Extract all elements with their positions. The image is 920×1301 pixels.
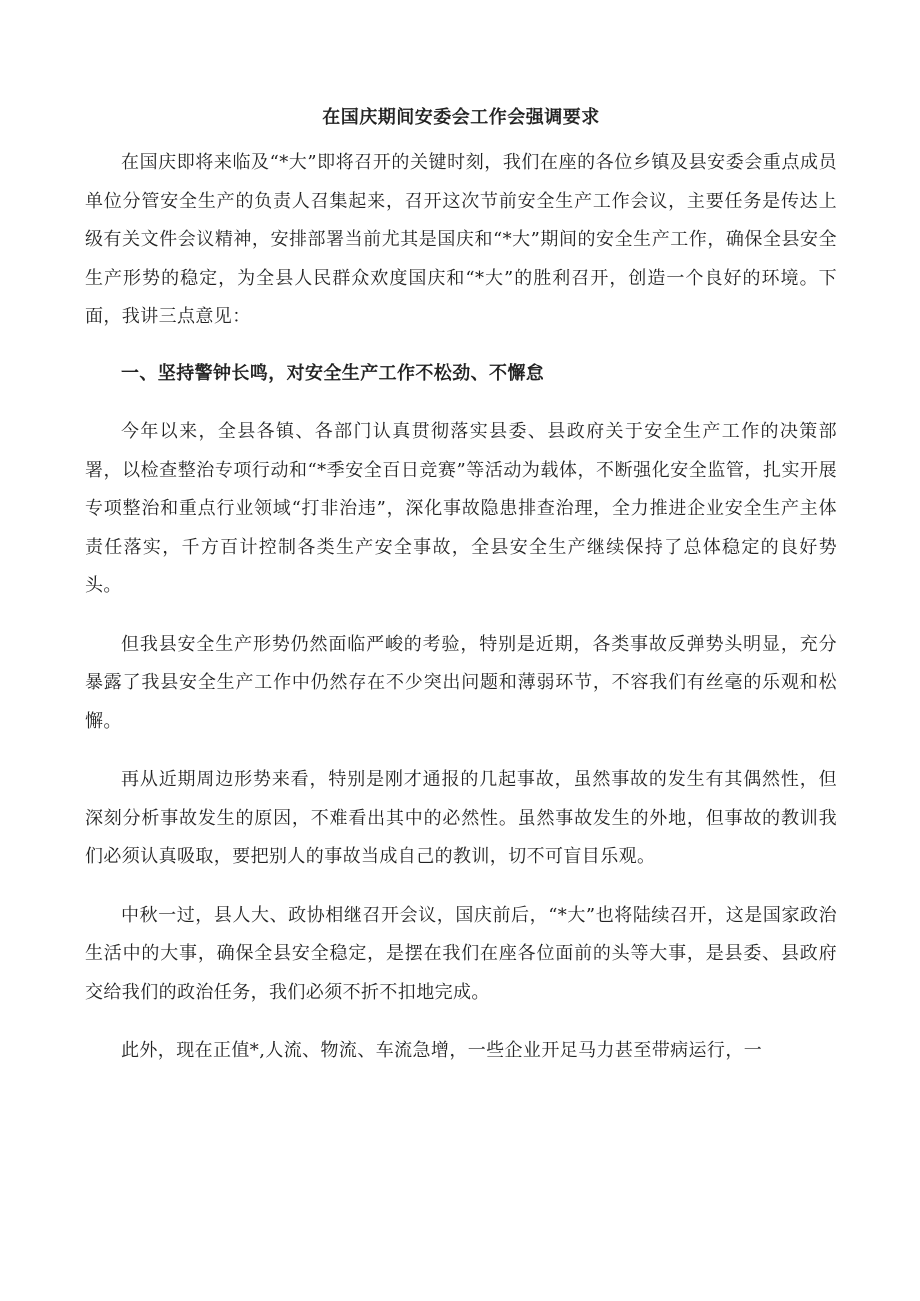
document-title: 在国庆期间安委会工作会强调要求 <box>322 107 600 128</box>
intro-paragraph: 在国庆即将来临及“*大”即将召开的关键时刻，我们在座的各位乡镇及县安委会重点成员单位分管安全生产的负责人召集起来，召开这次节前安全生产工作会议，主要任务是传达上级有关文件会议精神，安排部署当前尤其是国庆和“*大”期间的安全生产工作，确保全县安全生产形势的稳定，为全县人民群众欢度国庆和“*大”的胜利召开，创造一个良好的环境。下面，我讲三点意见： <box>85 152 837 327</box>
body-paragraph: 但我县安全生产形势仍然面临严峻的考验，特别是近期，各类事故反弹势头明显，充分暴露了我县安全生产工作中仍然存在不少突出问题和薄弱环节，不容我们有丝毫的乐观和松懈。 <box>85 633 837 732</box>
body-paragraph: 再从近期周边形势来看，特别是刚才通报的几起事故，虽然事故的发生有其偶然性，但深刻分析事故发生的原因，不难看出其中的必然性。虽然事故发生的外地，但事故的教训我们必须认真吸取，要把别人的事故当成自己的教训，切不可盲目乐观。 <box>85 769 837 867</box>
section-heading-1: 一、坚持警钟长鸣，对安全生产工作不松劲、不懈怠 <box>121 362 545 384</box>
body-paragraph: 今年以来，全县各镇、各部门认真贯彻落实县委、县政府关于安全生产工作的决策部署，以检查整治专项行动和“*季安全百日竞赛”等活动为载体，不断强化安全监管，扎实开展专项整治和重点行业领域“打非治违”，深化事故隐患排查治理，全力推进企业安全生产主体责任落实，千方百计控制各类生产安全事故，全县安全生产继续保持了总体稳定的良好势头。 <box>85 421 837 596</box>
body-paragraph: 中秋一过，县人大、政协相继召开会议，国庆前后，“*大”也将陆续召开，这是国家政治生活中的大事，确保全县安全稳定，是摆在我们在座各位面前的头等大事，是县委、县政府交给我们的政治任务，我们必须不折不扣地完成。 <box>85 904 837 1003</box>
document-page <box>85 100 837 1091</box>
body-paragraph: 此外，现在正值*,人流、物流、车流急增，一些企业开足马力甚至带病运行，一 <box>121 1040 763 1061</box>
